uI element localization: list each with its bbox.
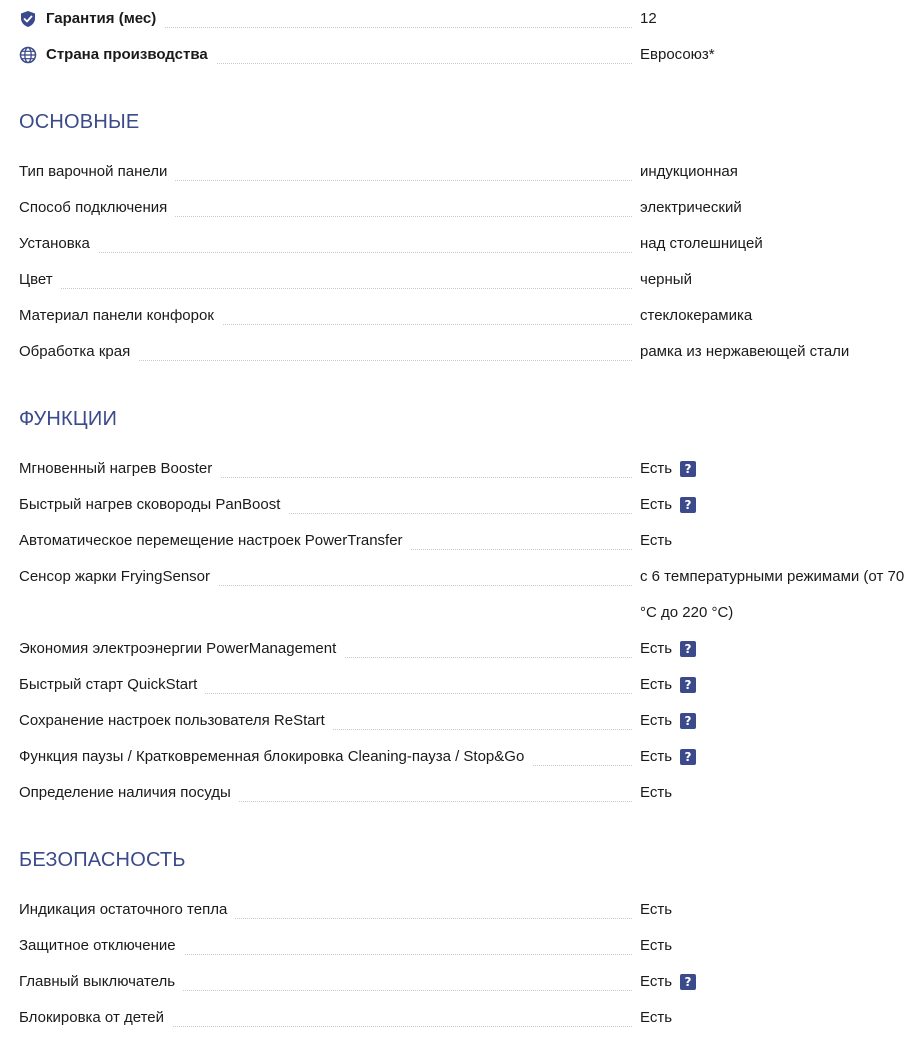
spec-label: Сенсор жарки FryingSensor: [19, 568, 218, 586]
spec-value: Евросоюз*: [640, 46, 715, 63]
spec-value: Есть ?: [640, 964, 696, 1000]
spec-row: [0, 892, 922, 928]
spec-row: [0, 1000, 922, 1036]
spec-value: рамка из нержавеющей стали: [640, 343, 850, 360]
spec-label: Экономия электроэнергии PowerManagement: [19, 640, 344, 658]
spec-row: [0, 190, 922, 226]
spec-value: Есть ?: [640, 667, 696, 703]
spec-label: Автоматическое перемещение настроек PowerTransfer: [19, 532, 411, 550]
spec-label: Обработка края: [19, 343, 138, 361]
spec-row: [0, 523, 922, 559]
spec-value: Есть: [640, 901, 673, 918]
spec-label: Установка: [19, 235, 98, 253]
globe-icon: [19, 46, 37, 64]
spec-row: [0, 334, 922, 370]
spec-value: 12: [640, 10, 657, 27]
spec-value: над столешницей: [640, 235, 763, 252]
section-title-bezopasnost: БЕЗОПАСНОСТЬ: [19, 849, 186, 871]
spec-label: Индикация остаточного тепла: [19, 901, 235, 919]
spec-label: Страна производства: [46, 46, 216, 64]
spec-row: [0, 739, 922, 775]
help-icon[interactable]: ?: [680, 641, 696, 657]
spec-row: [0, 451, 922, 487]
spec-row: [0, 928, 922, 964]
spec-value: Есть: [640, 784, 673, 801]
spec-value: Есть: [640, 532, 673, 549]
spec-row: [0, 262, 922, 298]
spec-label: Сохранение настроек пользователя ReStart: [19, 712, 333, 730]
dotted-leader: [19, 252, 632, 253]
spec-label: Блокировка от детей: [19, 1009, 172, 1027]
spec-value: стеклокерамика: [640, 307, 753, 324]
spec-label: Защитное отключение: [19, 937, 184, 955]
help-icon[interactable]: ?: [680, 497, 696, 513]
help-icon[interactable]: ?: [680, 749, 696, 765]
spec-row-country: [0, 37, 922, 73]
spec-row: [0, 703, 922, 739]
spec-label: Функция паузы / Кратковременная блокировка Cleaning-пауза / Stop&Go: [19, 748, 532, 766]
spec-value: Есть ?: [640, 487, 696, 523]
shield-check-icon: [19, 10, 37, 28]
spec-label: Мгновенный нагрев Booster: [19, 460, 220, 478]
help-icon[interactable]: ?: [680, 713, 696, 729]
spec-label: Тип варочной панели: [19, 163, 175, 181]
spec-value: Есть ?: [640, 703, 696, 739]
spec-label: Определение наличия посуды: [19, 784, 239, 802]
spec-label: Цвет: [19, 271, 61, 289]
spec-label: Быстрый старт QuickStart: [19, 676, 205, 694]
spec-row: [0, 487, 922, 523]
spec-value: Есть: [640, 1009, 673, 1026]
spec-value: индукционная: [640, 163, 738, 180]
spec-row: [0, 631, 922, 667]
spec-value: Есть ?: [640, 451, 696, 487]
spec-row: [0, 226, 922, 262]
spec-value: Есть ?: [640, 631, 696, 667]
spec-row: [0, 154, 922, 190]
spec-row: [0, 298, 922, 334]
spec-row: [0, 667, 922, 703]
spec-row: [0, 559, 922, 631]
spec-row-warranty: [0, 1, 922, 37]
dotted-leader: [19, 288, 632, 289]
spec-value: электрический: [640, 199, 742, 216]
section-title-osnovnye: ОСНОВНЫЕ: [19, 111, 140, 133]
spec-value: Есть ?: [640, 739, 696, 775]
spec-row: [0, 964, 922, 1000]
help-icon[interactable]: ?: [680, 461, 696, 477]
spec-value: черный: [640, 271, 692, 288]
help-icon[interactable]: ?: [680, 974, 696, 990]
spec-label: Быстрый нагрев сковороды PanBoost: [19, 496, 288, 514]
spec-label: Главный выключатель: [19, 973, 183, 991]
spec-label: Способ подключения: [19, 199, 175, 217]
spec-label: Гарантия (мес): [46, 10, 164, 28]
help-icon[interactable]: ?: [680, 677, 696, 693]
spec-row: [0, 775, 922, 811]
spec-label: Материал панели конфорок: [19, 307, 222, 325]
spec-value: с 6 температурными режимами (от 70 °C до 220 °C): [640, 568, 905, 621]
spec-value: Есть: [640, 937, 673, 954]
section-title-funkcii: ФУНКЦИИ: [19, 408, 118, 430]
